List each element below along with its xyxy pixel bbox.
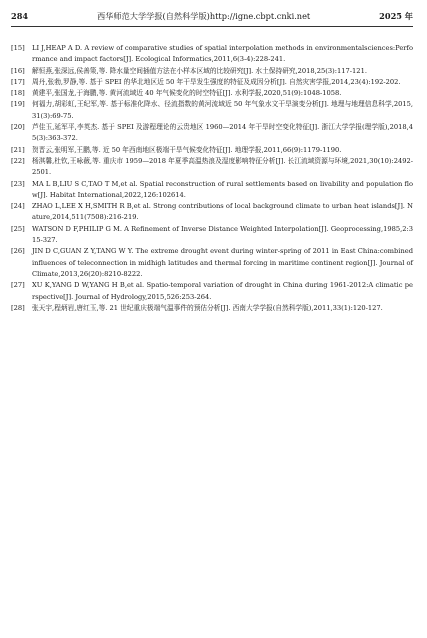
reference-text: WATSON D F,PHILIP G M. A Refinement of Inverse Distance Weighted Interpolation[J]. Geoprocessing,1985,2:315-327. bbox=[32, 224, 413, 245]
reference-item bbox=[11, 201, 413, 224]
reference-text: LI J,HEAP A D. A review of comparative studies of spatial interpolation methods in environmentalsciences:Performance and impact factors[J]. Ecological Informatics,2011,6(3-4):228-241. bbox=[32, 44, 413, 64]
reference-item bbox=[11, 122, 413, 145]
reference-text: 周丹,张勃,罗静,等. 基于 SPEI 的华北地区近 50 年干旱发生强度的特征及成因分析[J]. 自然灾害学报,2014,23(4):192-202. bbox=[32, 77, 401, 86]
reference-index: [25] bbox=[11, 224, 25, 233]
reference-text: 张天宇,程炳岩,唐红玉,等. 21 世纪重庆极端气温事件的预估分析[J]. 西南大学学报(自然科学版),2011,33(1):120-127. bbox=[32, 303, 383, 312]
reference-index: [21] bbox=[11, 145, 25, 154]
reference-text: 贺晋云,张明军,王鹏,等. 近 50 年西南地区极端干旱气候变化特征[J]. 地理学报,2011,66(9):1179-1190. bbox=[32, 145, 342, 154]
reference-text: XU K,YANG D W,YANG H B,et al. Spatio-temporal variation of drought in China during 1961-2012:A climatic perspective[J]. Journal of Hydrology,2015,526:253-264. bbox=[32, 281, 413, 301]
reference-item bbox=[11, 303, 413, 314]
reference-item bbox=[11, 246, 413, 280]
reference-text: 何福力,胡彩虹,王纪军,等. 基于标准化降水、径流指数的黄河流域近 50 年气象水文干旱演变分析[J]. 地理与地理信息科学,2015,31(3):69-75. bbox=[32, 100, 413, 120]
reference-index: [19] bbox=[11, 100, 25, 109]
reference-text: 黄建平,张国龙,于海鹏,等. 黄河流域近 40 年气候变化的时空特征[J]. 水利学报,2020,51(9):1048-1058. bbox=[32, 89, 342, 98]
reference-text: ZHAO L,LEE X H,SMITH R B,et al. Strong contributions of local background climate to urban heat islands[J]. Nature,2014,511(7508):216-219. bbox=[32, 202, 413, 222]
reference-index: [26] bbox=[11, 247, 25, 256]
reference-item bbox=[11, 156, 413, 179]
reference-item bbox=[11, 280, 413, 303]
reference-list bbox=[11, 43, 413, 314]
reference-index: [23] bbox=[11, 179, 25, 188]
reference-item bbox=[11, 43, 413, 66]
reference-item bbox=[11, 77, 413, 88]
reference-text: 芦佳玉,延军平,李英杰. 基于 SPEI 及游程理论的云贵地区 1960—2014 年干旱时空变化特征[J]. 浙江大学学报(理学版),2018,45(3):363-372. bbox=[32, 123, 413, 143]
reference-item bbox=[11, 88, 413, 99]
reference-item bbox=[11, 66, 413, 77]
reference-index: [24] bbox=[11, 202, 25, 211]
reference-item bbox=[11, 99, 413, 122]
page-header bbox=[11, 9, 413, 23]
reference-item bbox=[11, 145, 413, 156]
reference-index: [15] bbox=[11, 44, 25, 52]
reference-text: MA L B,LIU S C,TAO T M,et al. Spatial reconstruction of rural settlements based on livability and population flow[J]. Habitat International,2022,126:102614. bbox=[32, 179, 413, 199]
journal-title: 西华师范大学学报(自然科学版)http://igne.cbpt.cnki.net bbox=[97, 11, 311, 21]
reference-index: [20] bbox=[11, 123, 25, 132]
reference-item bbox=[11, 179, 413, 202]
publication-year: 2025 年 bbox=[379, 11, 413, 21]
reference-index: [18] bbox=[11, 89, 25, 98]
header-divider bbox=[11, 26, 413, 27]
reference-index: [16] bbox=[11, 66, 25, 75]
reference-index: [28] bbox=[11, 303, 25, 312]
reference-index: [27] bbox=[11, 281, 25, 290]
reference-text: JIN D C,GUAN Z Y,TANG W Y. The extreme drought event during winter-spring of 2011 in East China:combined influences of teleconnection in midhigh latitudes and thermal forcing in maritime continent region[J]. Journal of Climate,2013,26(20):8210-8222. bbox=[32, 247, 413, 278]
reference-index: [22] bbox=[11, 156, 25, 165]
reference-item bbox=[11, 224, 413, 247]
reference-index: [17] bbox=[11, 77, 25, 86]
reference-text: 杨淇馨,杜钦,王咏薇,等. 重庆市 1959—2018 年夏季高温热浪及湿度影响特征分析[J]. 长江流域资源与环境,2021,30(10):2492-2501. bbox=[32, 156, 413, 177]
page-number: 284 bbox=[11, 11, 29, 21]
reference-text: 解恒燕,张深远,侯善策,等. 降水量空间插值方法在小样本区域的比较研究[J]. 水土保持研究,2018,25(3):117-121. bbox=[32, 66, 367, 75]
